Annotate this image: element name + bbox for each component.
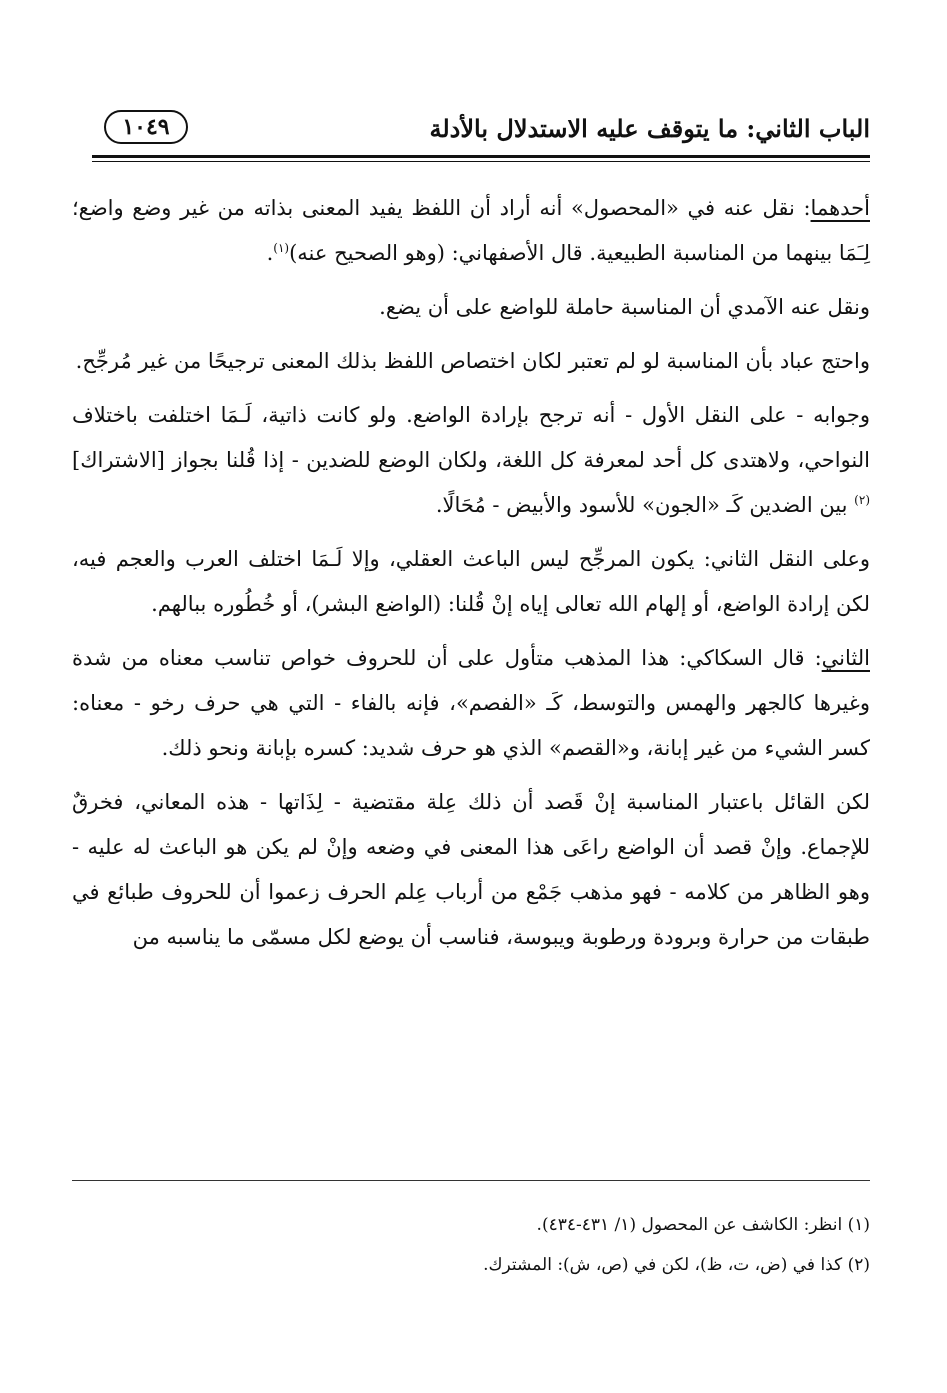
header-rule-thin (92, 161, 870, 162)
paragraph-text: : نقل عنه في «المحصول» أنه أراد أن اللفظ يفيد المعنى بذاته من غير وضع واضع؛ لِـَمَا بينهما من المناسبة الطبيعية. قال الأصفهاني: (وهو الصحيح عنه) (72, 196, 870, 265)
footnote-1: (١) انظر: الكاشف عن المحصول (١/ ٤٣١-٤٣٤). (536, 1215, 870, 1235)
footnote-marker: (٢) (854, 493, 870, 507)
paragraph-text: . (266, 241, 274, 265)
paragraph-5 (72, 537, 870, 627)
paragraph-lead: الثاني (821, 646, 870, 670)
paragraph-7 (72, 780, 870, 960)
footnote-separator (72, 1180, 870, 1181)
paragraph-lead: أحدهما (810, 196, 870, 220)
footnote-marker: (١) (273, 241, 290, 255)
paragraph-1 (72, 186, 870, 276)
paragraph-text: ونقل عنه الآمدي أن المناسبة حاملة للواضع على أن يضع. (379, 295, 870, 319)
page-header (92, 108, 870, 152)
paragraph-6 (72, 636, 870, 771)
footnotes (72, 1205, 870, 1285)
page-number-badge: ١٠٤٩ (104, 110, 188, 144)
paragraph-2 (72, 285, 870, 330)
header-rule-thick (92, 155, 870, 158)
footnote-2: (٢) كذا في (ض، ت، ظ)، لكن في (ص، ش): المشترك. (483, 1255, 870, 1275)
running-title: الباب الثاني: ما يتوقف عليه الاستدلال بالأدلة (429, 114, 870, 143)
paragraph-text: وعلى النقل الثاني: يكون المرجِّح ليس الباعث العقلي، وإلا لَـمَا اختلف العرب والعجم فيه، لكن إرادة الواضع، أو إلهام الله تعالى إياه إنْ قُلنا: (الواضع البشر)، أو خُطُوره ببالهم. (72, 547, 870, 616)
paragraph-text: وجوابه - على النقل الأول - أنه ترجح بإرادة الواضع. ولو كانت ذاتية، لَـمَا اختلفت باختلاف النواحي، ولاهتدى كل أحد لمعرفة كل اللغة، ولكان الوضع للضدين - إذا قُلنا بجواز [الاشتراك] (72, 403, 870, 472)
paragraph-text: واحتج عباد بأن المناسبة لو لم تعتبر لكان اختصاص اللفظ بذلك المعنى ترجيحًا من غير مُرجِّح. (75, 349, 870, 373)
paragraph-text: بين الضدين كَـ «الجون» للأسود والأبيض - مُحَالًا. (435, 493, 855, 517)
paragraph-3 (72, 339, 870, 384)
main-text (72, 186, 870, 969)
paragraph-text: لكن القائل باعتبار المناسبة إنْ قَصد أن ذلك عِلة مقتضية - لِذَاتها - هذه المعاني، فخرقٌ للإجماع. وإنْ قصد أن الواضع راعَى هذا المعنى في وضعه وإنْ لم يكن هو الباعث له عليه - وهو الظاهر من كلامه - فهو مذهب جَمْع من أرباب عِلم الحرف زعموا أن للحروف طبائع في طبقات من حرارة وبرودة ورطوبة ويبوسة، فناسب أن يوضع لكل مسمّى ما يناسبه من (72, 790, 870, 949)
paragraph-text: : قال السكاكي: هذا المذهب متأول على أن للحروف خواص تناسب معناه من شدة وغيرها كالجهر والهمس والتوسط، كَـ «الفصم»، فإنه بالفاء - التي هي حرف رخو - معناه: كسر الشيء من غير إبانة، و«القصم» الذي هو حرف شديد: كسره بإبانة ونحو ذلك. (72, 646, 870, 760)
paragraph-4 (72, 393, 870, 528)
